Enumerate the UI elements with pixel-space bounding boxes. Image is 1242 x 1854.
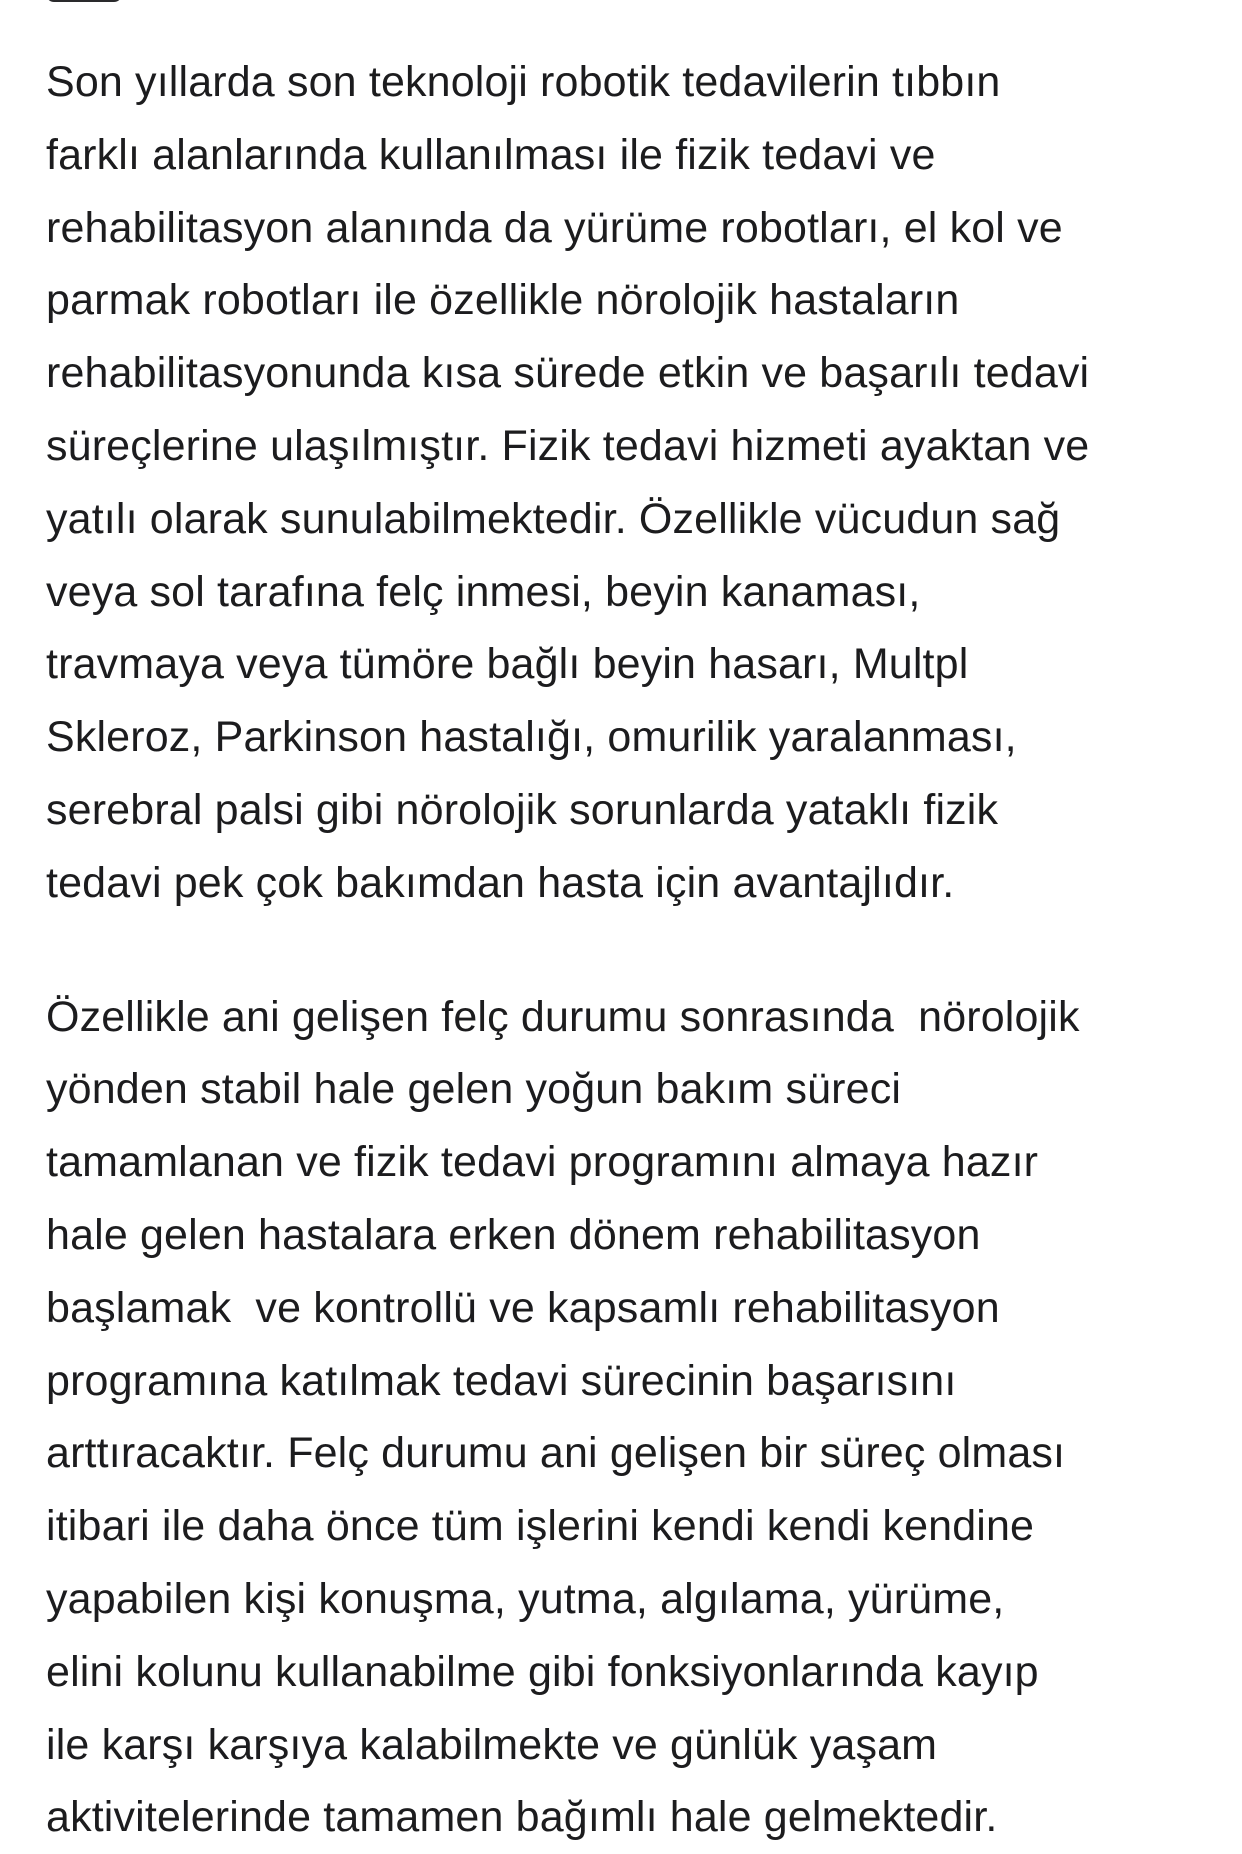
text-line: itibari ile daha önce tüm işlerini kendi kendi kendine <box>46 1502 1035 1551</box>
text-line: Son yıllarda son teknoloji robotik tedavilerin tıbbın <box>46 58 1001 106</box>
text-line: programına katılmak tedavi sürecinin başarısını <box>46 1356 957 1405</box>
paragraph-robotic-rehabilitation <box>46 46 1206 920</box>
text-line: serebral palsi gibi nörolojik sorunlarda yataklı fizik <box>46 785 999 834</box>
text-line: süreçlerine ulaşılmıştır. Fizik tedavi hizmeti ayaktan ve <box>46 421 1090 470</box>
text-line: veya sol tarafına felç inmesi, beyin kanaması, <box>46 567 921 616</box>
text-line: tedavi pek çok bakımdan hasta için avantajlıdır. <box>46 858 955 907</box>
text-line: parmak robotları ile özellikle nörolojik hastaların <box>46 276 960 325</box>
text-line: aktivitelerinde tamamen bağımlı hale gelmektedir. <box>46 1793 998 1842</box>
top-handle-bar <box>46 0 122 2</box>
text-line: ile karşı karşıya kalabilmekte ve günlük yaşam <box>46 1720 938 1769</box>
paragraph-early-rehabilitation <box>46 981 1206 1854</box>
text-line: arttıracaktır. Felç durumu ani gelişen bir süreç olması <box>46 1429 1066 1478</box>
text-line: yapabilen kişi konuşma, yutma, algılama, yürüme, <box>46 1574 1005 1623</box>
text-line: Skleroz, Parkinson hastalığı, omurilik yaralanması, <box>46 713 1017 762</box>
text-line: rehabilitasyonunda kısa sürede etkin ve başarılı tedavi <box>46 349 1090 398</box>
text-line: yatılı olarak sunulabilmektedir. Özellikle vücudun sağ <box>46 494 1061 543</box>
article-body <box>46 46 1206 1854</box>
text-line: tamamlanan ve fizik tedavi programını almaya hazır <box>46 1138 1039 1187</box>
text-line: travmaya veya tümöre bağlı beyin hasarı, Multpl <box>46 640 969 689</box>
text-line: yönden stabil hale gelen yoğun bakım süreci <box>46 1065 902 1114</box>
text-line: rehabilitasyon alanında da yürüme robotları, el kol ve <box>46 203 1063 252</box>
text-line: başlamak ve kontrollü ve kapsamlı rehabilitasyon <box>46 1283 1000 1332</box>
text-line: hale gelen hastalara erken dönem rehabilitasyon <box>46 1210 981 1259</box>
text-line: Özellikle ani gelişen felç durumu sonrasında nörolojik <box>46 992 1080 1041</box>
text-line: elini kolunu kullanabilme gibi fonksiyonlarında kayıp <box>46 1647 1039 1696</box>
text-line: farklı alanlarında kullanılması ile fizik tedavi ve <box>46 130 936 179</box>
